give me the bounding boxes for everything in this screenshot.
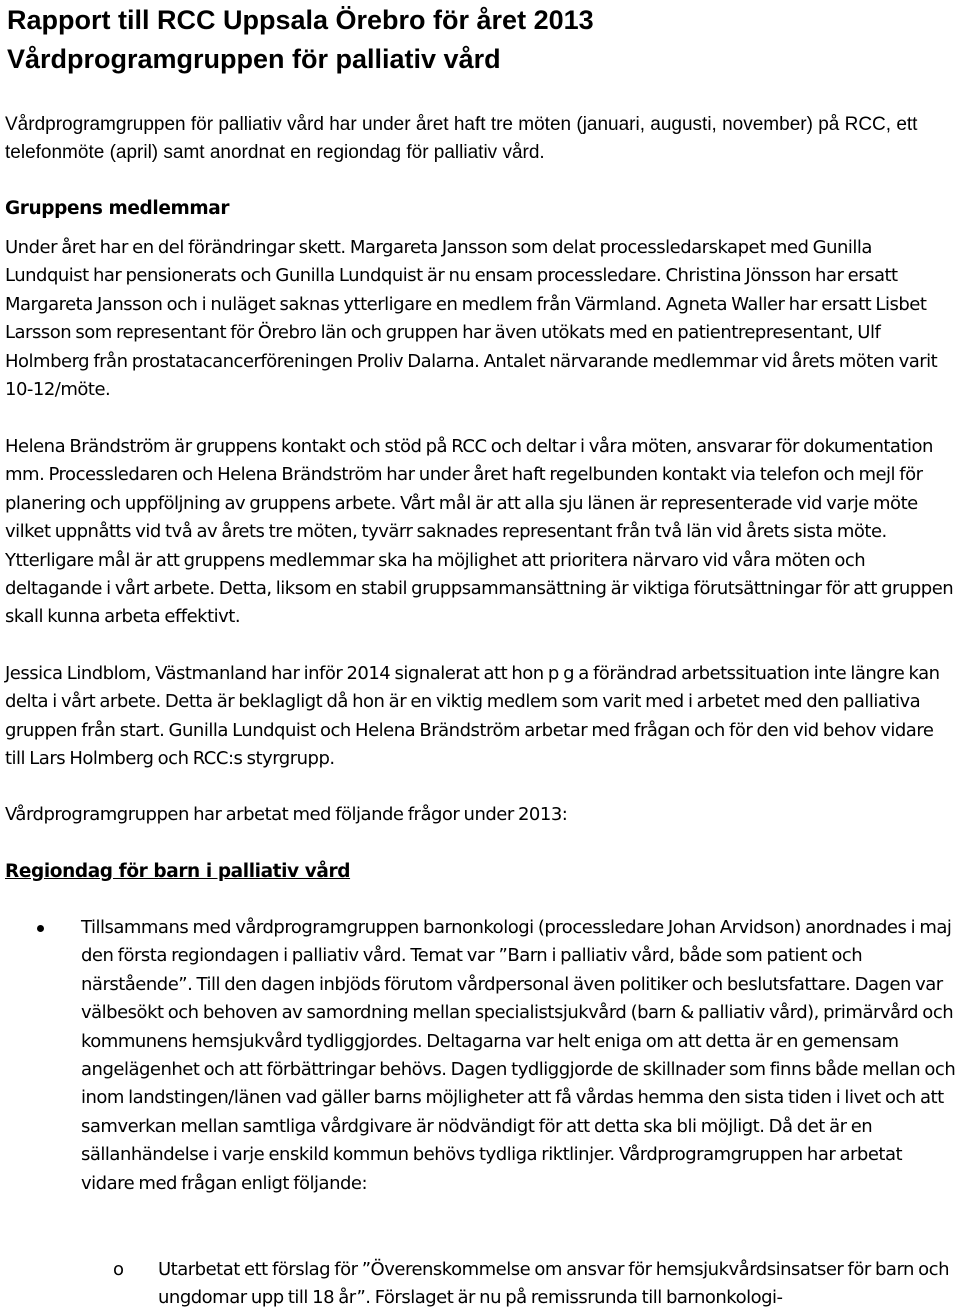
intro-paragraph: Vårdprogramgruppen för palliativ vård har under året haft tre möten (januari, augusti, november) på RCC, ett telefonmöte (april) samt anordnat en regiondag för palliativ vård. bbox=[5, 114, 918, 163]
report-title: Rapport till RCC Uppsala Örebro för året 2013 bbox=[7, 5, 594, 35]
bullet-dot-icon bbox=[37, 925, 44, 932]
jessica-paragraph: Jessica Lindblom, Västmanland har inför 2014 signalerat att hon p g a förändrad arbetssituation inte längre kan delta i vårt arbete. Detta är beklagligt då hon är en viktig medlem som varit med i arbetet med den palliativa gruppen från start. Gunilla Lundquist och Helena Brändström arbetar med frågan och för den vid behov vidare till Lars Holmberg och RCC:s styrgrupp. bbox=[5, 663, 940, 770]
sub-bullet-marker: o bbox=[113, 1259, 125, 1280]
report-subtitle: Vårdprogramgruppen för palliativ vård bbox=[7, 44, 501, 74]
worked-on-paragraph: Vårdprogramgruppen har arbetat med följande frågor under 2013: bbox=[5, 804, 568, 825]
sub-bullet-item-agreement: Utarbetat ett förslag för ”Överenskommelse om ansvar för hemsjukvårdsinsatser för barn och ungdomar upp till 18 år”. Förslaget är nu på remissrunda till barnonkologi- bbox=[158, 1259, 949, 1309]
contact-paragraph: Helena Brändström är gruppens kontakt och stöd på RCC och deltar i våra möten, ansvarar för dokumentation mm. Processledaren och Helena Brändström har under året haft regelbunden kontakt via telefon och mejl för planering och uppföljning av gruppens arbete. Vårt mål är att alla sju länen är representerade vid varje möte vilket uppnåtts vid två av årets tre möten, tyvärr saknades representant från två län vid årets sista möte. Ytterligare mål är att gruppens medlemmar ska ha möjlighet att prioritera närvaro vid våra möten och deltagande i vårt arbete. Detta, liksom en stabil gruppsammansättning är viktiga förutsättningar för att gruppen skall kunna arbeta effektivt. bbox=[5, 436, 954, 628]
members-heading: Gruppens medlemmar bbox=[5, 198, 230, 219]
regiondag-heading: Regiondag för barn i palliativ vård bbox=[5, 861, 351, 882]
members-paragraph: Under året har en del förändringar skett. Margareta Jansson som delat processledarskapet med Gunilla Lundquist har pensionerats och Gunilla Lundquist är nu ensam processledare. Christina Jönsson har ersatt Margareta Jansson och i nuläget saknas ytterligare en medlem från Värmland. Agneta Waller har ersatt Lisbet Larsson som representant för Örebro län och gruppen har även utökats med en patientrepresentant, Ulf Holmberg från prostatacancerföreningen Proliv Dalarna. Antalet närvarande medlemmar vid årets möten varit 10-12/möte. bbox=[5, 237, 938, 401]
bullet-item-regiondag: Tillsammans med vårdprogramgruppen barnonkologi (processledare Johan Arvidson) anordnades i maj den första regiondagen i palliativ vård. Temat var ”Barn i palliativ vård, både som patient och närstående”. Till den dagen inbjöds förutom vårdpersonal även politiker och beslutsfattare. Dagen var välbesökt och behoven av samordning mellan specialistsjukvård (barn & palliativ vård), primärvård och kommunens hemsjukvård tydliggjordes. Deltagarna var helt eniga om att detta är en gemensam angelägenhet och att förbättringar behövs. Dagen tydliggjorde de skillnader som finns både mellan och inom landstingen/länen vad gäller barns möjligheter att få vårdas hemma den sista tiden i livet och att samverkan mellan samtliga vårdgivare är nödvändigt för att detta ska bli möjligt. Då det är en sällanhändelse i varje enskild kommun behövs tydliga riktlinjer. Vårdprogramgruppen har arbetat vidare med frågan enligt följande: bbox=[81, 917, 956, 1194]
